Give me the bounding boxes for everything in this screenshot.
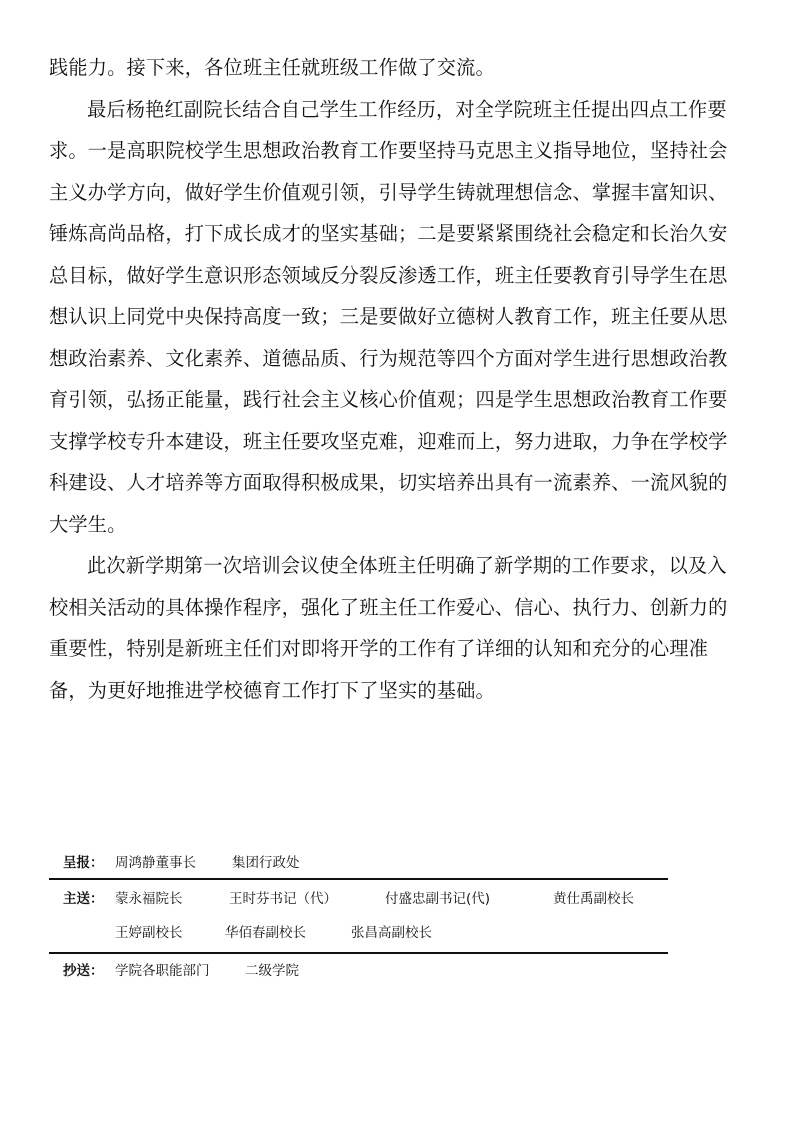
send-label: 主送： xyxy=(63,891,104,907)
paragraph-line: 想认识上同党中央保持高度一致；三是要做好立德树人教育工作，班主任要从思 xyxy=(49,305,728,328)
copy-label: 抄送： xyxy=(63,963,104,979)
paragraph-line: 重要性，特别是新班主任们对即将开学的工作有了详细的认知和充分的心理准 xyxy=(49,637,709,660)
send-recipient: 黄仕禹副校长 xyxy=(553,891,634,907)
send-recipient: 张昌高副校长 xyxy=(351,925,432,941)
copy-row xyxy=(49,956,668,986)
send-row-continued xyxy=(49,918,668,948)
paragraph-line: 锤炼高尚品格，打下成长成才的坚实基础；二是要紧紧围绕社会稳定和长治久安 xyxy=(49,222,728,245)
paragraph-line: 主义办学方向，做好学生价值观引领，引导学生铸就理想信念、掌握丰富知识、 xyxy=(49,180,728,204)
send-recipient: 王时芬书记（代） xyxy=(229,891,337,907)
report-row xyxy=(49,848,668,878)
paragraph-line: 求。一是高职院校学生思想政治教育工作要坚持马克思主义指导地位，坚持社会 xyxy=(49,139,728,162)
copy-recipient: 二级学院 xyxy=(245,963,299,979)
distribution-block xyxy=(49,848,668,986)
document-body xyxy=(49,47,761,711)
paragraph-line: 校相关活动的具体操作程序，强化了班主任工作爱心、信心、执行力、创新力的 xyxy=(49,595,728,619)
paragraph-line: 此次新学期第一次培训会议使全体班主任明确了新学期的工作要求，以及入 xyxy=(87,554,727,577)
send-recipient: 王婷副校长 xyxy=(115,925,183,941)
report-recipient: 周鸿静董事长 xyxy=(115,855,196,871)
paragraph-line: 大学生。 xyxy=(49,512,127,536)
paragraph-line: 支撑学校专升本建设，班主任要攻坚克难，迎难而上，努力进取，力争在学校学 xyxy=(49,429,728,453)
paragraph-line: 想政治素养、文化素养、道德品质、行为规范等四个方面对学生进行思想政治教 xyxy=(49,346,728,370)
paragraph-line: 科建设、人才培养等方面取得积极成果，切实培养出具有一流素养、一流风貌的 xyxy=(49,471,728,494)
report-recipient: 集团行政处 xyxy=(232,855,300,871)
paragraph-line: 备，为更好地推进学校德育工作打下了坚实的基础。 xyxy=(49,678,495,702)
copy-recipient: 学院各职能部门 xyxy=(115,963,210,979)
divider-line xyxy=(49,952,668,954)
paragraph-line: 践能力。接下来，各位班主任就班级工作做了交流。 xyxy=(49,56,495,79)
paragraph-line: 育引领，弘扬正能量，践行社会主义核心价值观；四是学生思想政治教育工作要 xyxy=(49,388,728,411)
send-row xyxy=(49,884,668,914)
paragraph-line: 总目标，做好学生意识形态领域反分裂反渗透工作，班主任要教育引导学生在思 xyxy=(49,263,728,287)
paragraph-line: 最后杨艳红副院长结合自己学生工作经历，对全学院班主任提出四点工作要 xyxy=(87,97,727,121)
send-recipient: 华佰春副校长 xyxy=(225,925,306,941)
divider-line xyxy=(49,878,668,880)
report-label: 呈报： xyxy=(63,855,104,871)
send-recipient: 付盛忠副书记(代) xyxy=(385,891,491,907)
send-recipient: 蒙永福院长 xyxy=(115,891,183,907)
